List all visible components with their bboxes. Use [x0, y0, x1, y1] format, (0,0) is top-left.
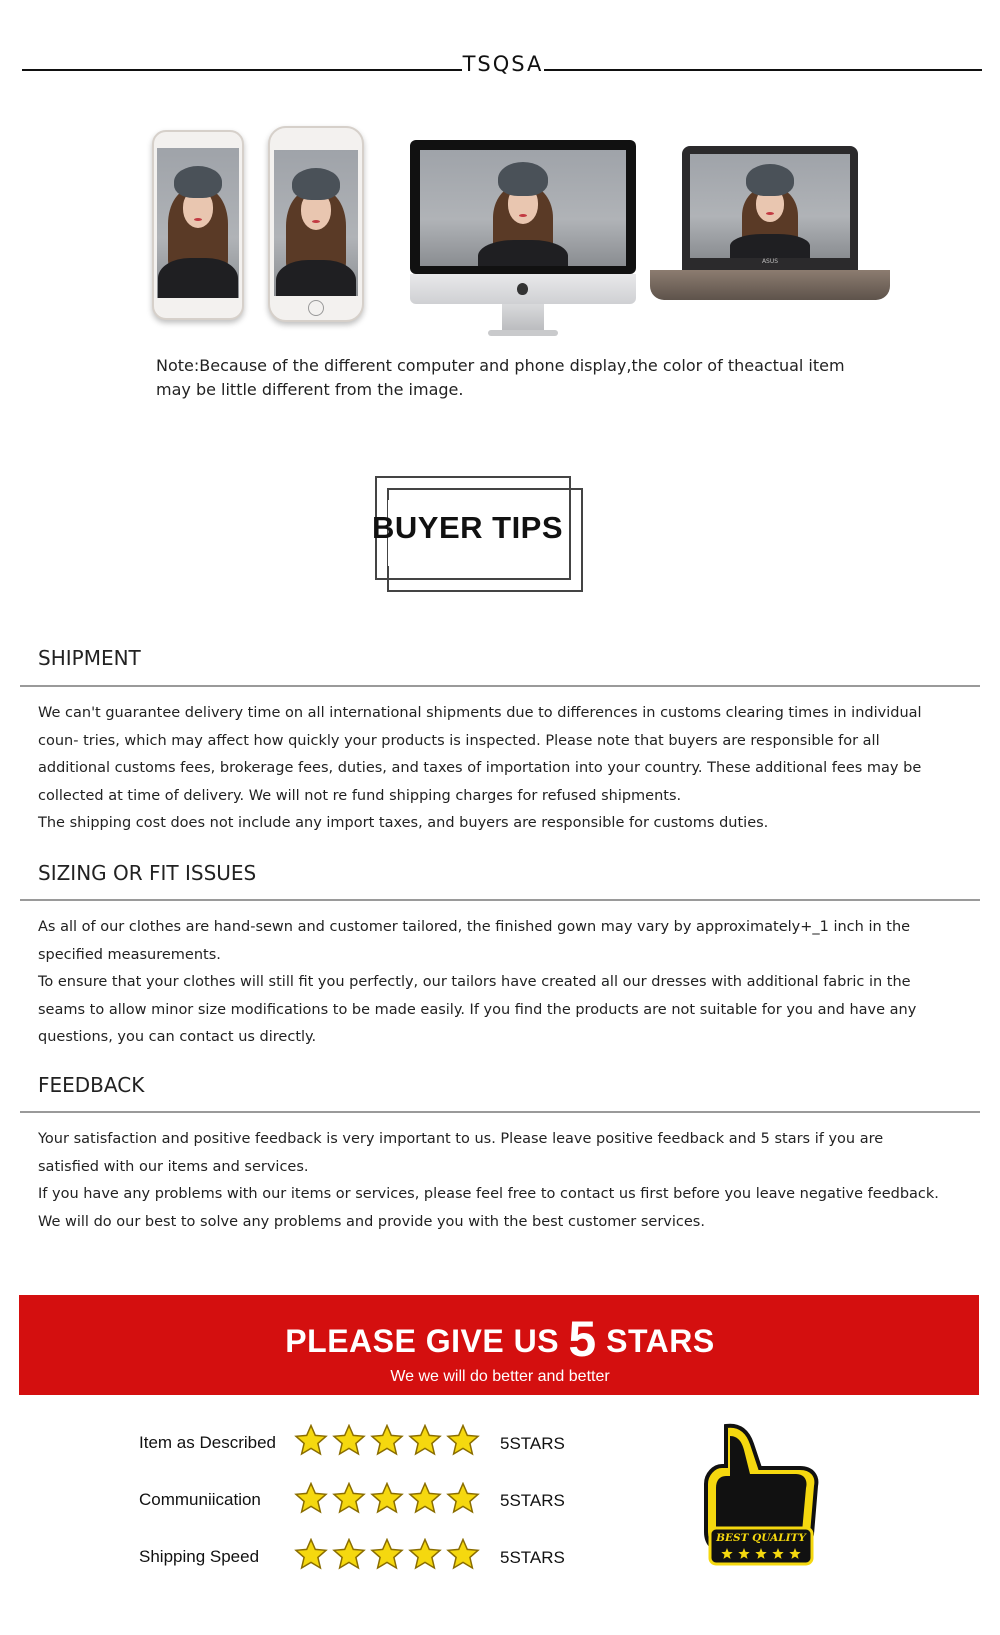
- sizing-paragraph: As all of our clothes are hand-sewn and customer tailored, the finished gown may vary by approximately+_1 inch in the specified measurements.: [38, 919, 911, 963]
- star-icon: [332, 1424, 366, 1456]
- star-icon: [332, 1538, 366, 1570]
- rating-stars: [294, 1482, 480, 1514]
- star-icon: [408, 1482, 442, 1514]
- model-photo: [274, 150, 358, 296]
- laptop-brand: ASUS: [761, 258, 779, 265]
- banner-prefix: PLEASE GIVE US: [285, 1323, 569, 1359]
- star-icon: [446, 1538, 480, 1570]
- feedback-title: FEEDBACK: [38, 1073, 145, 1097]
- star-icon: [332, 1482, 366, 1514]
- rating-value: 5STARS: [500, 1491, 565, 1510]
- badge-text: BEST QUALITY: [716, 1532, 806, 1544]
- sizing-rule: [20, 899, 980, 901]
- best-quality-badge: [696, 1422, 826, 1570]
- brand-name: TSQSA: [462, 52, 544, 76]
- star-icon: [294, 1424, 328, 1456]
- feedback-paragraph: If you have any problems with our items or services, please feel free to contact us first before you leave negative feedback. We will do our best to solve any problems and provide you with the best customer services.: [38, 1186, 939, 1230]
- brand-rule-left: [22, 69, 462, 71]
- star-icon: [446, 1482, 480, 1514]
- star-icon: [370, 1538, 404, 1570]
- rating-value: 5STARS: [500, 1434, 565, 1453]
- home-button-icon: [308, 300, 324, 316]
- rating-stars: [294, 1538, 480, 1570]
- apple-logo-icon: [517, 283, 528, 295]
- thumbs-up-icon: [696, 1422, 826, 1570]
- feedback-paragraph: Your satisfaction and positive feedback is very important to us. Please leave positive feedback and 5 stars if you are satisfied with our items and services.: [38, 1131, 884, 1175]
- rating-label: Item as Described: [139, 1433, 276, 1452]
- star-icon: [294, 1482, 328, 1514]
- star-icon: [408, 1538, 442, 1570]
- shipment-paragraph: We can't guarantee delivery time on all international shipments due to differences in customs clearing times in individual coun- tries, which may affect how quickly your products is inspected. Please note that buyers are responsible for all additional customs fees, brokerage fees, duties, and taxes of importation into your country. These additional fees may be collected at time of delivery. We will not re fund shipping charges for refused shipments.: [38, 705, 922, 804]
- banner-subtitle: We we will do better and better: [390, 1368, 610, 1385]
- banner-headline: [0, 1310, 1000, 1368]
- shipment-paragraph: The shipping cost does not include any import taxes, and buyers are responsible for customs duties.: [38, 815, 769, 831]
- sizing-title: SIZING OR FIT ISSUES: [38, 861, 257, 885]
- sizing-body: [38, 914, 948, 1052]
- phone-left-image: [152, 130, 244, 320]
- phone-right-image: [268, 126, 364, 322]
- rating-label: Shipping Speed: [139, 1547, 260, 1566]
- monitor-image: [410, 140, 636, 340]
- star-icon: [408, 1424, 442, 1456]
- star-icon: [370, 1424, 404, 1456]
- banner-number: 5: [568, 1311, 597, 1367]
- rating-value: 5STARS: [500, 1548, 565, 1567]
- brand-rule-right: [544, 69, 982, 71]
- shipment-title: SHIPMENT: [38, 646, 141, 670]
- star-icon: [294, 1538, 328, 1570]
- display-color-note: Note:Because of the different computer and phone display,the color of theactual item may be little different from the image.: [156, 356, 845, 399]
- banner-suffix: STARS: [596, 1323, 715, 1359]
- model-photo: [420, 150, 626, 266]
- shipment-body: [38, 700, 948, 838]
- feedback-rule: [20, 1111, 980, 1113]
- model-photo: [157, 148, 239, 298]
- buyer-tips-title: BUYER TIPS: [372, 510, 564, 545]
- feedback-body: [38, 1126, 948, 1236]
- rating-stars: [294, 1424, 480, 1456]
- rating-label: Communiication: [139, 1490, 261, 1509]
- laptop-image: [650, 146, 890, 306]
- star-icon: [370, 1482, 404, 1514]
- model-photo: [690, 154, 850, 258]
- sizing-paragraph: To ensure that your clothes will still fit you perfectly, our tailors have created all our dresses with additional fabric in the seams to allow minor size modifications to be made easily. If you find the products are not suitable for you and have any questions, you can contact us directly.: [38, 974, 917, 1045]
- star-icon: [446, 1424, 480, 1456]
- shipment-rule: [20, 685, 980, 687]
